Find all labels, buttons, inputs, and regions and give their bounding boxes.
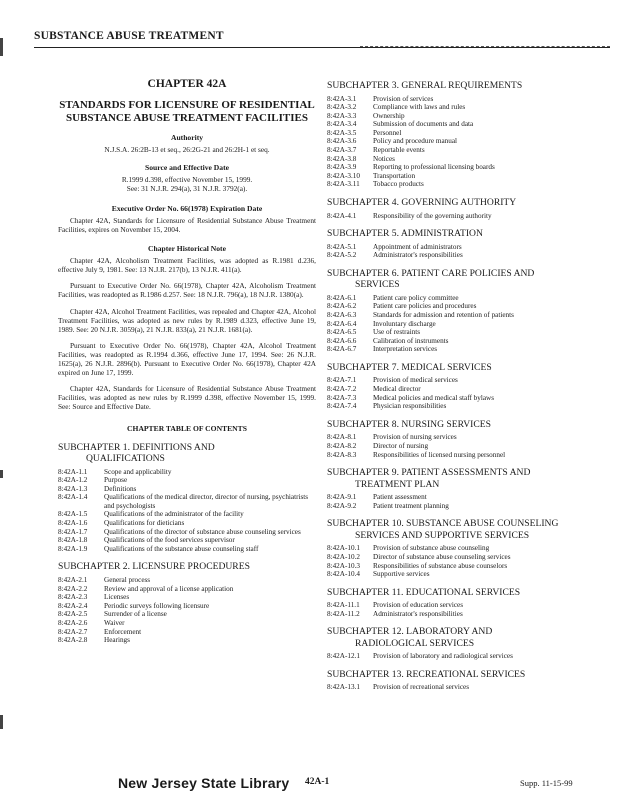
section-title: Compliance with laws and rules [373, 103, 466, 112]
section-number: 8:42A-1.7 [58, 527, 88, 536]
toc-row [58, 476, 316, 485]
subchapter-title-cont: SERVICES AND SUPPORTIVE SERVICES [355, 529, 530, 541]
toc-row [327, 601, 607, 610]
expiration-heading: Executive Order No. 66(1978) Expiration Date [111, 204, 263, 213]
section-number: 8:42A-3.11 [327, 180, 360, 189]
section-title: Supportive services [373, 570, 430, 579]
section-number: 8:42A-3.9 [327, 163, 357, 172]
section-number: 8:42A-1.4 [58, 493, 88, 502]
section-number: 8:42A-9.1 [327, 493, 357, 502]
section-number: 8:42A-7.4 [327, 402, 357, 411]
toc-subchapter [327, 626, 607, 661]
toc-row [58, 602, 316, 611]
section-title: Appointment of administrators [373, 242, 462, 251]
section-number: 8:42A-3.7 [327, 146, 357, 155]
section-number: 8:42A-2.3 [58, 593, 88, 602]
section-number: 8:42A-2.4 [58, 601, 88, 610]
subchapter-title: SUBCHAPTER 2. LICENSURE PROCEDURES [58, 561, 250, 573]
subchapter-title: SUBCHAPTER 5. ADMINISTRATION [327, 228, 483, 240]
toc-row [327, 402, 607, 411]
section-number: 8:42A-10.2 [327, 552, 360, 561]
section-title: Administrator's responsibilities [373, 251, 463, 260]
section-number: 8:42A-6.5 [327, 328, 357, 337]
history-paragraph: Chapter 42A, Alcohol Treatment Facilities, was repealed and Chapter 42A, Alcohol Treatment Facilities, was adopted as new rules by R.1989 d.323, effective June 19, 1989. See: 20 N.J.R. 3059(a), 21 N.J.R. 833(a), 21 N.J.R. 1681(a). [58, 306, 316, 334]
history-paragraph: Pursuant to Executive Order No. 66(1978), Chapter 42A, Alcoholism Treatment Facilities, was readopted as R.1986 d.257. See: 18 N.J.R. 796(a), 18 N.J.R. 1380(a). [58, 281, 316, 300]
toc-row [327, 544, 607, 553]
subchapter-title: SUBCHAPTER 6. PATIENT CARE POLICIES AND [327, 267, 535, 279]
section-title: Standards for admission and retention of patients [373, 311, 514, 319]
section-number: 8:42A-4.1 [327, 211, 357, 220]
section-number: 8:42A-2.7 [58, 627, 88, 636]
section-title: Patient care policy committee [373, 293, 459, 302]
toc-row [58, 610, 316, 619]
toc-row [327, 442, 607, 451]
section-number: 8:42A-2.6 [58, 618, 88, 627]
toc-row [58, 545, 316, 554]
section-title: Physician responsibilities [373, 402, 447, 411]
section-title: Tobacco products [373, 180, 424, 189]
section-title: Director of substance abuse counseling services [373, 552, 511, 561]
toc-row [327, 562, 607, 571]
toc-row [58, 576, 316, 585]
authority-heading: Authority [170, 133, 204, 142]
section-title: Provision of medical services [373, 376, 458, 385]
section-title: Qualifications for dieticians [104, 519, 185, 528]
subchapter-heading [58, 442, 316, 465]
section-title: Patient treatment planning [373, 501, 449, 510]
section-title: Medical policies and medical staff bylaws [373, 393, 495, 402]
toc-row [327, 146, 607, 155]
section-number: 8:42A-1.5 [58, 510, 88, 519]
toc-subchapter [327, 197, 607, 220]
section-number: 8:42A-9.2 [327, 501, 357, 510]
section-title: Waiver [104, 618, 125, 627]
toc-row [327, 493, 607, 502]
section-title: Administrator's responsibilities [373, 609, 463, 618]
toc-subchapter [58, 442, 316, 554]
toc-row [327, 433, 607, 442]
section-title: Provision of education services [373, 601, 464, 610]
toc-row [58, 536, 316, 545]
section-title: Provision of recreational services [373, 683, 469, 692]
section-number: 8:42A-1.1 [58, 467, 88, 476]
section-title: Licenses [104, 593, 130, 602]
toc-row [327, 212, 607, 221]
subchapter-title: SUBCHAPTER 1. DEFINITIONS AND [58, 441, 215, 453]
header-rule-dashed [360, 46, 610, 47]
toc-row [327, 394, 607, 403]
section-title: Responsibilities of substance abuse counselors [373, 561, 508, 570]
source-line: R.1999 d.398, effective November 15, 1999. [121, 175, 253, 184]
toc-row [327, 294, 607, 303]
toc-subchapter [327, 228, 607, 260]
section-title: Review and approval of a license application [104, 584, 234, 593]
subchapter-title: SUBCHAPTER 11. EDUCATIONAL SERVICES [327, 586, 521, 598]
section-number: 8:42A-8.1 [327, 433, 357, 442]
supplement-date: Supp. 11-15-99 [520, 778, 573, 788]
section-number: 8:42A-10.1 [327, 544, 360, 553]
section-number: 8:42A-5.2 [327, 251, 357, 260]
toc-row [327, 120, 607, 129]
subchapter-heading [327, 626, 607, 649]
section-number: 8:42A-3.1 [327, 94, 357, 103]
subchapter-heading [327, 669, 607, 681]
toc-row [58, 593, 316, 602]
section-number: 8:42A-8.2 [327, 441, 357, 450]
header-rule [34, 47, 610, 48]
section-title: Qualifications of the substance abuse counseling staff [104, 544, 259, 553]
subchapter-heading [327, 197, 607, 209]
toc-row [58, 636, 316, 645]
subchapter-title-cont: RADIOLOGICAL SERVICES [355, 637, 475, 649]
subchapter-title: SUBCHAPTER 10. SUBSTANCE ABUSE COUNSELING [327, 518, 559, 530]
section-title: Personnel [373, 128, 402, 137]
section-number: 8:42A-3.3 [327, 111, 357, 120]
section-number: 8:42A-2.2 [58, 584, 88, 593]
toc-heading: CHAPTER TABLE OF CONTENTS [127, 423, 247, 433]
chapter-number: CHAPTER 42A [147, 78, 227, 90]
section-number: 8:42A-3.6 [327, 137, 357, 146]
toc-row [327, 311, 607, 320]
section-title: Surrender of a license [104, 610, 167, 619]
section-number: 8:42A-7.1 [327, 376, 357, 385]
section-title: Enforcement [104, 627, 142, 636]
section-title: Periodic surveys following licensure [104, 601, 210, 610]
toc-row [327, 137, 607, 146]
subchapter-title-cont: SERVICES [355, 279, 400, 291]
toc-row [327, 163, 607, 172]
margin-mark [0, 715, 3, 729]
subchapter-title: SUBCHAPTER 7. MEDICAL SERVICES [327, 361, 492, 373]
section-title: Reportable events [373, 146, 425, 155]
section-number: 8:42A-6.4 [327, 319, 357, 328]
toc-row [327, 610, 607, 619]
toc-row [327, 328, 607, 337]
section-title: Qualifications of the food services supervisor [104, 536, 235, 545]
section-title: Submission of documents and data [373, 120, 474, 129]
subchapter-title-cont: QUALIFICATIONS [86, 453, 165, 464]
toc-row [327, 251, 607, 260]
toc-row [327, 683, 607, 692]
toc-row [327, 129, 607, 138]
subchapter-heading [327, 518, 607, 541]
section-title: Director of nursing [373, 441, 429, 450]
toc-row [58, 619, 316, 628]
toc-subchapter [58, 561, 316, 644]
section-number: 8:42A-12.1 [327, 652, 360, 661]
section-title: General process [104, 575, 151, 584]
section-title: Notices [373, 154, 395, 163]
section-title: Ownership [373, 111, 405, 120]
section-number: 8:42A-1.2 [58, 476, 88, 485]
section-title: Transportation [373, 171, 416, 180]
toc-row [327, 376, 607, 385]
running-header: SUBSTANCE ABUSE TREATMENT [34, 30, 224, 42]
section-number: 8:42A-3.10 [327, 171, 360, 180]
section-title: Patient assessment [373, 493, 427, 502]
toc-row [327, 385, 607, 394]
toc-left [58, 442, 316, 645]
toc-subchapter [327, 362, 607, 411]
section-title: Interpretation services [373, 345, 438, 354]
history-paragraph: Chapter 42A, Alcoholism Treatment Facilities, was adopted as R.1981 d.236, effective July 9, 1981. See: 13 N.J.R. 217(b), 13 N.J.R. 411(a). [58, 256, 316, 275]
toc-row [327, 112, 607, 121]
toc-row [58, 468, 316, 477]
section-number: 8:42A-11.1 [327, 601, 360, 610]
section-title: Purpose [104, 476, 128, 485]
subchapter-title: SUBCHAPTER 4. GOVERNING AUTHORITY [327, 197, 517, 209]
chapter-title: STANDARDS FOR LICENSURE OF RESIDENTIAL SUBSTANCE ABUSE TREATMENT FACILITIES [59, 99, 315, 124]
toc-row [327, 451, 607, 460]
subchapter-title-cont: TREATMENT PLAN [355, 478, 440, 490]
toc-row [327, 553, 607, 562]
subchapter-heading [327, 419, 607, 431]
section-title: Patient care policies and procedures [373, 302, 477, 311]
section-number: 8:42A-10.4 [327, 570, 360, 579]
section-title: Responsibility of the governing authority [373, 211, 492, 220]
expiration-text: Chapter 42A, Standards for Licensure of Residential Substance Abuse Treatment Facilities, expires on November 15, 2004. [58, 216, 316, 235]
section-number: 8:42A-2.1 [58, 575, 88, 584]
subchapter-title: SUBCHAPTER 13. RECREATIONAL SERVICES [327, 668, 526, 680]
section-number: 8:42A-7.3 [327, 393, 357, 402]
section-title: Use of restraints [373, 328, 421, 337]
source-text [58, 175, 316, 193]
page-number: 42A-1 [305, 777, 330, 787]
section-title: Reporting to professional licensing boards [373, 163, 495, 172]
section-number: 8:42A-3.8 [327, 154, 357, 163]
section-number: 8:42A-3.2 [327, 103, 357, 112]
toc-subchapter [327, 419, 607, 459]
subchapter-heading [58, 561, 316, 573]
section-number: 8:42A-6.3 [327, 311, 357, 319]
library-stamp: New Jersey State Library [118, 775, 290, 791]
section-number: 8:42A-5.1 [327, 242, 357, 251]
toc-row [327, 95, 607, 104]
section-number: 8:42A-1.3 [58, 484, 88, 493]
section-number: 8:42A-13.1 [327, 683, 360, 692]
section-number: 8:42A-7.2 [327, 385, 357, 394]
toc-row [327, 502, 607, 511]
subchapter-heading [327, 467, 607, 490]
toc-row [327, 302, 607, 311]
section-number: 8:42A-6.6 [327, 336, 357, 345]
section-title: Policy and procedure manual [373, 137, 458, 146]
section-number: 8:42A-6.7 [327, 345, 357, 354]
toc-row [58, 585, 316, 594]
subchapter-title: SUBCHAPTER 3. GENERAL REQUIREMENTS [327, 80, 523, 91]
source-line: See: 31 N.J.R. 294(a), 31 N.J.R. 3792(a). [126, 184, 248, 193]
subchapter-title: SUBCHAPTER 8. NURSING SERVICES [327, 418, 491, 430]
toc-right [327, 80, 607, 692]
section-number: 8:42A-6.2 [327, 302, 357, 311]
toc-row [58, 628, 316, 637]
subchapter-heading [327, 228, 607, 240]
toc-row [58, 519, 316, 528]
section-title: Definitions [104, 484, 137, 493]
toc-row [327, 320, 607, 329]
toc-row [327, 103, 607, 112]
history-paragraph: Chapter 42A, Standards for Licensure of Residential Substance Abuse Treatment Facilities, was adopted as new rules by R.1999 d.398, effective November 15, 1999. See: Source and Effective Date. [58, 384, 316, 412]
toc-row [327, 155, 607, 164]
toc-row [327, 180, 607, 189]
toc-subchapter [327, 518, 607, 578]
section-title: Medical director [373, 385, 421, 394]
section-title: Provision of substance abuse counseling [373, 544, 490, 553]
section-number: 8:42A-8.3 [327, 450, 357, 459]
section-title: Qualifications of the administrator of the facility [104, 510, 244, 519]
subchapter-heading [327, 268, 607, 291]
section-number: 8:42A-2.5 [58, 610, 88, 619]
section-number: 8:42A-1.9 [58, 544, 88, 553]
history-heading: Chapter Historical Note [148, 244, 226, 254]
section-number: 8:42A-11.2 [327, 609, 360, 618]
subchapter-title: SUBCHAPTER 12. LABORATORY AND [327, 626, 493, 638]
subchapter-heading [327, 80, 607, 92]
section-title: Provision of laboratory and radiological services [373, 652, 513, 661]
toc-subchapter [327, 80, 607, 189]
authority-text: N.J.S.A. 26:2B-13 et seq., 26:2G-21 and 26:2H-1 et seq. [104, 145, 270, 154]
toc-row [327, 172, 607, 181]
toc-row [327, 337, 607, 346]
section-title: Qualifications of the medical director, director of nursing, psychiatrists and psychologists [104, 493, 309, 510]
section-title: Hearings [104, 636, 130, 645]
toc-subchapter [327, 669, 607, 692]
section-number: 8:42A-3.5 [327, 128, 357, 137]
section-number: 8:42A-3.4 [327, 120, 357, 129]
toc-subchapter [327, 467, 607, 510]
margin-mark [0, 470, 3, 478]
section-number: 8:42A-10.3 [327, 561, 360, 570]
toc-row [58, 528, 316, 537]
section-title: Calibration of instruments [373, 336, 449, 345]
history-paragraph: Pursuant to Executive Order No. 66(1978), Chapter 42A, Alcohol Treatment Facilities, was readopted as R.1994 d.366, effective June 17, 1994. See: 26 N.J.R. 1625(a), 26 N.J.R. 2896(b). Pursuant to Executive Order No. 66(1978), Chapter 42A expired on June 17, 1999. [58, 340, 316, 378]
toc-row [327, 570, 607, 579]
toc-row [327, 345, 607, 354]
subchapter-heading [327, 587, 607, 599]
section-number: 8:42A-1.8 [58, 536, 88, 545]
toc-row [327, 652, 607, 661]
section-number: 8:42A-1.6 [58, 519, 88, 528]
section-title: Provision of nursing services [373, 433, 457, 442]
margin-mark [0, 38, 3, 56]
subchapter-title: SUBCHAPTER 9. PATIENT ASSESSMENTS AND [327, 467, 531, 479]
section-title: Involuntary discharge [373, 319, 436, 328]
section-title: Provision of services [373, 94, 434, 103]
source-heading: Source and Effective Date [144, 163, 229, 172]
toc-row [58, 485, 316, 494]
subchapter-heading [327, 362, 607, 374]
right-column [327, 80, 607, 700]
left-column [58, 78, 316, 653]
section-title: Scope and applicability [104, 467, 172, 476]
toc-subchapter [327, 268, 607, 354]
toc-row [58, 493, 316, 510]
section-title: Qualifications of the director of substance abuse counseling services [104, 527, 301, 536]
toc-row [58, 510, 316, 519]
section-title: Responsibilities of licensed nursing personnel [373, 450, 506, 459]
toc-row [327, 243, 607, 252]
section-number: 8:42A-6.1 [327, 293, 357, 302]
section-number: 8:42A-2.8 [58, 636, 88, 645]
toc-subchapter [327, 587, 607, 619]
